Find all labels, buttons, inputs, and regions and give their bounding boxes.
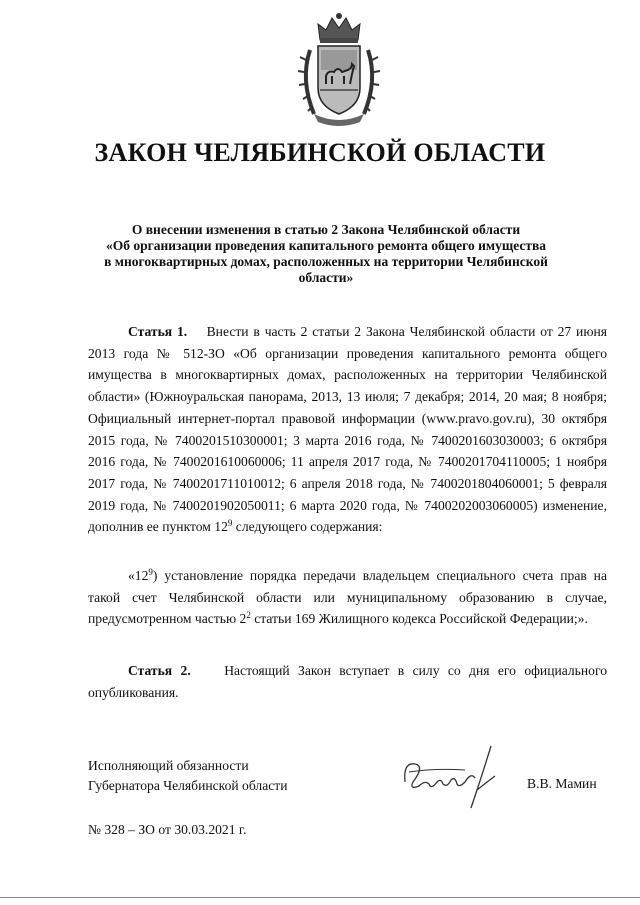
quote-text-end: статьи 169 Жилищного кодекса Российской Федерации;». <box>250 611 588 627</box>
article-2-text: Настоящий Закон вступает в силу со дня его официального опубликования. <box>88 663 607 700</box>
article-2-paragraph <box>88 660 607 703</box>
document-title: ЗАКОН ЧЕЛЯБИНСКОЙ ОБЛАСТИ <box>94 138 546 167</box>
subtitle-line: в многоквартирных домах, расположенных на территории Челябинской <box>104 254 548 269</box>
superscript: 9 <box>148 567 153 577</box>
chelyabinsk-coat-of-arms-icon <box>296 10 382 128</box>
article-1-quote <box>88 565 607 630</box>
position-line: Исполняющий обязанности <box>88 758 249 773</box>
signer-name: В.В. Мамин <box>527 776 597 791</box>
subtitle-line: области» <box>298 270 354 285</box>
quote-text: ) установление порядка передачи владельцем специального счета прав на такой счет Челябинской области или муниципальному образованию в случае, предусмотренном частью 2 <box>88 568 607 627</box>
article-1-text: Внести в часть 2 статьи 2 Закона Челябинской области от 27 июня 2013 года № 512-ЗО «Об организации проведения капитального ремонта общего имущества в многоквартирных домах, расположенных на территории Челябинской области» (Южноуральская панорама, 2013, 13 июля; 7 декабря; 2014, 20 мая; 8 ноября; Официальный интернет-портал правовой информации (www.pravo.gov.ru), 30 октября 2015 года, № 7400201510300001; 3 марта 2016 года, № 7400201603030003; 6 октября 2016 года, № 7400201610060006; 11 апреля 2017 года, № 7400201704110005; 1 ноября 2017 года, № 7400201711010012; 6 апреля 2018 года, № 7400201804060001; 5 февраля 2019 года, № 7400201902050011; 6 марта 2020 года, № 7400202003060005) изменение, дополнив ее пунктом 12 <box>88 324 608 535</box>
superscript: 2 <box>246 610 251 621</box>
scan-edge-divider <box>0 897 640 898</box>
article-2-heading: Статья 2. <box>128 663 191 678</box>
article-1-paragraph <box>88 321 607 538</box>
position-line: Губернатора Челябинской области <box>88 778 288 793</box>
article-1-heading: Статья 1. <box>128 324 188 339</box>
subtitle-line: О внесении изменения в статью 2 Закона Челябинской области <box>131 222 521 237</box>
document-subtitle <box>100 222 552 286</box>
law-number: № 328 – ЗО от 30.03.2021 г. <box>88 822 247 837</box>
article-1-text-end: следующего содержания: <box>232 519 383 535</box>
signatory-position <box>88 756 288 796</box>
quote-open: «12 <box>128 568 149 583</box>
superscript: 9 <box>227 518 233 529</box>
subtitle-line: «Об организации проведения капитального ремонта общего имущества <box>105 238 547 253</box>
handwritten-signature <box>395 742 505 812</box>
